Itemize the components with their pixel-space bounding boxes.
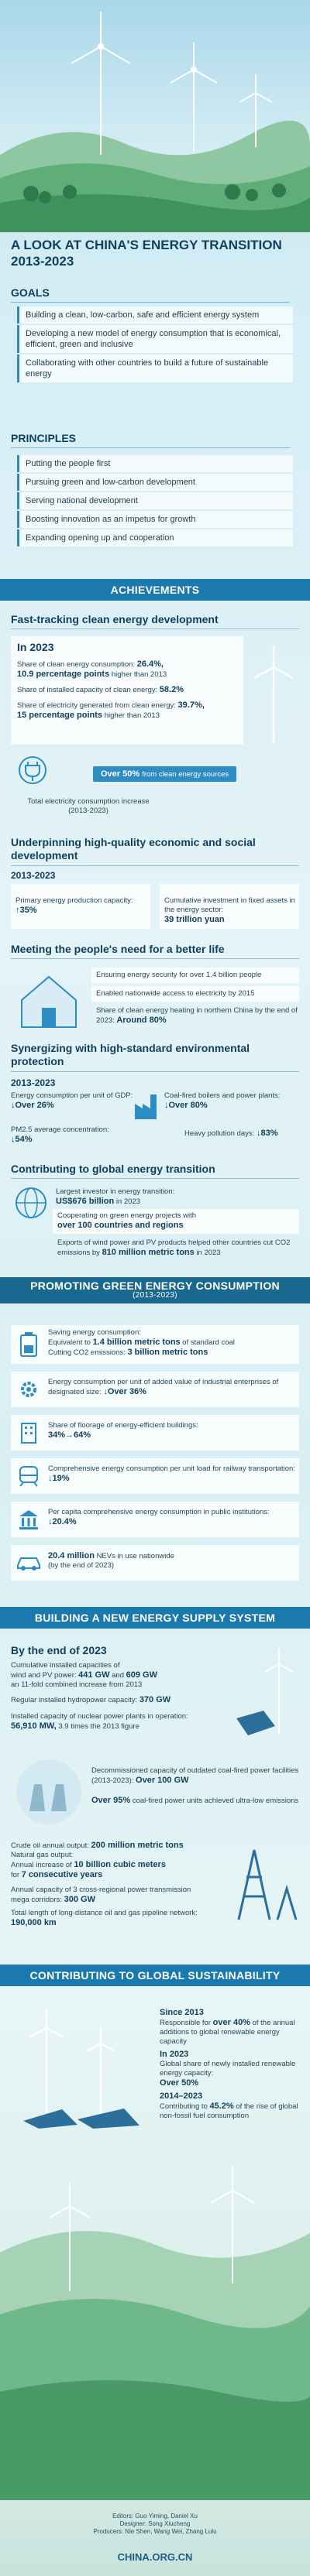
fast-line-2: Share of installed capacity of clean energy: 58.2% xyxy=(17,685,184,694)
building-icon xyxy=(17,1421,40,1444)
principle-item: Serving national development xyxy=(17,492,293,509)
railway-intensity: Comprehensive energy consumption per unit load for railway transportation: ↓19% xyxy=(48,1464,295,1483)
principle-item: Expanding opening up and cooperation xyxy=(17,529,293,546)
efficient-buildings: Share of floorage of energy-efficient buildings: 34%→64% xyxy=(48,1421,198,1440)
fixed-assets: Cumulative investment in fixed assets in the energy sector: 39 trillion yuan xyxy=(164,896,295,924)
fast-year: In 2023 xyxy=(17,641,54,653)
sustain-banner: CONTRIBUTING TO GLOBAL SUSTAINABILITY xyxy=(0,1965,310,1986)
turbines-solar-icon xyxy=(16,2005,147,2129)
wind-turbine-icon xyxy=(246,644,301,745)
credits xyxy=(0,2513,310,2536)
nuclear: Installed capacity of nuclear power plants in operation: 56,910 MW, 3.9 times the 2013 figure xyxy=(11,1712,188,1731)
power-plant-icon xyxy=(14,1757,84,1827)
pm25: PM2.5 average concentration: ↓54% xyxy=(11,1125,109,1144)
divider xyxy=(11,1178,299,1179)
people-heading: Meeting the people's need for a better life xyxy=(11,943,225,955)
oil-gas-output: Crude oil annual output: 200 million metric tons Natural gas output: Annual increase of 10 billion cubic meters for 7 consecutive years xyxy=(11,1841,184,1879)
fast-line-3: Share of electricity generated from clean energy: 39.7%, 15 percentage points higher than 2013 xyxy=(17,701,205,720)
goal-item: Building a clean, low-carbon, safe and efficient energy system xyxy=(17,307,293,324)
goal-item: Collaborating with other countries to build a future of sustainable energy xyxy=(17,355,293,382)
pollution-days: Heavy pollution days: ↓83% xyxy=(184,1129,278,1138)
achievements-banner: ACHIEVEMENTS xyxy=(0,579,310,601)
principle-item: Boosting innovation as an impetus for growth xyxy=(17,511,293,528)
globe-icon xyxy=(14,1186,48,1220)
coal-boilers: Coal-fired boilers and power plants: ↓Over 80% xyxy=(164,1091,281,1110)
gear-icon xyxy=(17,1378,40,1401)
electricity-access: Enabled nationwide access to electricity by 2015 xyxy=(96,989,255,998)
co2-exports: Exports of wind power and PV products helped other countries cut CO2 emissions by 810 million metric tons in 2023 xyxy=(57,1238,291,1257)
energy-saving: Saving energy consumption: Equivalent to 1.4 billion metric tons of standard coal Cutting CO2 emissions: 3 billion metric tons xyxy=(48,1328,235,1357)
public-institutions: Per capita comprehensive energy consumption in public institutions: ↓20.4% xyxy=(48,1508,270,1526)
env-heading: Synergizing with high-standard environmental protection xyxy=(11,1042,250,1067)
total-consumption-note: Total electricity consumption increase (2013-2023) xyxy=(27,797,150,815)
principles-heading: PRINCIPLES xyxy=(11,432,290,448)
train-icon xyxy=(16,1464,42,1488)
supply-year: By the end of 2023 xyxy=(11,1644,107,1656)
hydropower: Regular installed hydropower capacity: 370 GW xyxy=(11,1695,171,1704)
wind-pv-capacity: Cumulative installed capacities of wind and PV power: 441 GW and 609 GW an 11-fold combined increase from 2013 xyxy=(11,1661,157,1689)
factory-icon xyxy=(133,1090,160,1121)
page-title: A LOOK AT CHINA'S ENERGY TRANSITION 2013-2023 xyxy=(11,238,282,269)
gdp-intensity: Energy consumption per unit of GDP: ↓Over 26% xyxy=(11,1091,133,1110)
goal-item: Developing a new model of energy consumption that is economical, efficient, green and inclusive xyxy=(17,325,293,353)
car-icon xyxy=(16,1553,42,1571)
credit-editors: Editors: Guo Yiming, Daniel Xu xyxy=(112,2513,198,2519)
fast-heading: Fast-tracking clean energy development xyxy=(11,613,219,625)
pipeline-network: Total length of long-distance oil and gas pipeline network: 190,000 km xyxy=(11,1909,198,1927)
solar-panel-icon xyxy=(232,1649,302,1742)
divider xyxy=(11,865,299,866)
quality-period: 2013-2023 xyxy=(11,870,56,881)
principle-item: Putting the people first xyxy=(17,455,293,472)
consumption-banner: PROMOTING GREEN ENERGY CONSUMPTION (2013-2023) xyxy=(0,1277,310,1303)
env-period: 2013-2023 xyxy=(11,1077,56,1088)
house-icon xyxy=(14,969,84,1031)
divider xyxy=(11,958,299,959)
credit-designer: Designer: Song Xiucheng xyxy=(119,2520,191,2527)
landscape-illustration xyxy=(0,2160,310,2500)
global-heading: Contributing to global energy transition xyxy=(11,1163,215,1175)
cooperation: Cooperating on green energy projects with over 100 countries and regions xyxy=(57,1211,197,1230)
industry-intensity: Energy consumption per unit of added value of industrial enterprises of designated size: ↓Over 36% xyxy=(48,1378,279,1396)
divider xyxy=(11,1071,299,1072)
goals-heading: GOALS xyxy=(11,286,290,303)
decommissioned: Decommissioned capacity of outdated coal-fired power facilities (2013-2023): Over 100 GW xyxy=(91,1766,299,1785)
supply-banner: BUILDING A NEW ENERGY SUPPLY SYSTEM xyxy=(0,1607,310,1629)
clean-heating: Share of clean energy heating in northern China by the end of 2023: Around 80% xyxy=(96,1006,298,1025)
ultra-low: Over 95% coal-fired power units achieved ultra-low emissions xyxy=(91,1796,299,1805)
clean-share-badge: Over 50% from clean energy sources xyxy=(93,766,236,782)
since-2013: Since 2013 Responsible for over 40% of the annual additions to global renewable energy capacity xyxy=(160,2008,295,2046)
largest-investor: Largest investor in energy transition: US$676 billion in 2023 xyxy=(56,1187,175,1206)
wind-farm-illustration xyxy=(0,0,310,232)
institution-icon xyxy=(17,1508,40,1531)
transmission-corridors: Annual capacity of 3 cross-regional power transmission mega corridors: 300 GW xyxy=(11,1886,191,1904)
fast-line-1: Share of clean energy consumption: 26.4%, 10.9 percentage points higher than 2013 xyxy=(17,659,167,679)
hero-illustration xyxy=(0,0,310,232)
primary-production: Primary energy production capacity: ↑35% xyxy=(16,896,133,915)
principle-item: Pursuing green and low-carbon development xyxy=(17,474,293,491)
nev-count: 20.4 million NEVs in use nationwide (by the end of 2023) xyxy=(48,1551,174,1570)
battery-icon xyxy=(17,1331,40,1358)
in-2023: In 2023 Global share of newly installed renewable energy capacity: Over 50% xyxy=(160,2050,296,2088)
oil-rig-icon xyxy=(215,1842,301,1927)
quality-heading: Underpinning high-quality economic and social development xyxy=(11,836,256,862)
energy-security: Ensuring energy security for over 1.4 billion people xyxy=(96,971,262,979)
brand-logo[interactable]: CHINA.ORG.CN xyxy=(117,2551,193,2563)
credit-producers: Producers: Nie Shen, Wang Wei, Zhang Lulu xyxy=(93,2528,217,2535)
2014-2023: 2014–2023 Contributing to 45.2% of the rise of global non-fossil fuel consumption xyxy=(160,2091,298,2120)
plug-icon xyxy=(17,755,48,786)
